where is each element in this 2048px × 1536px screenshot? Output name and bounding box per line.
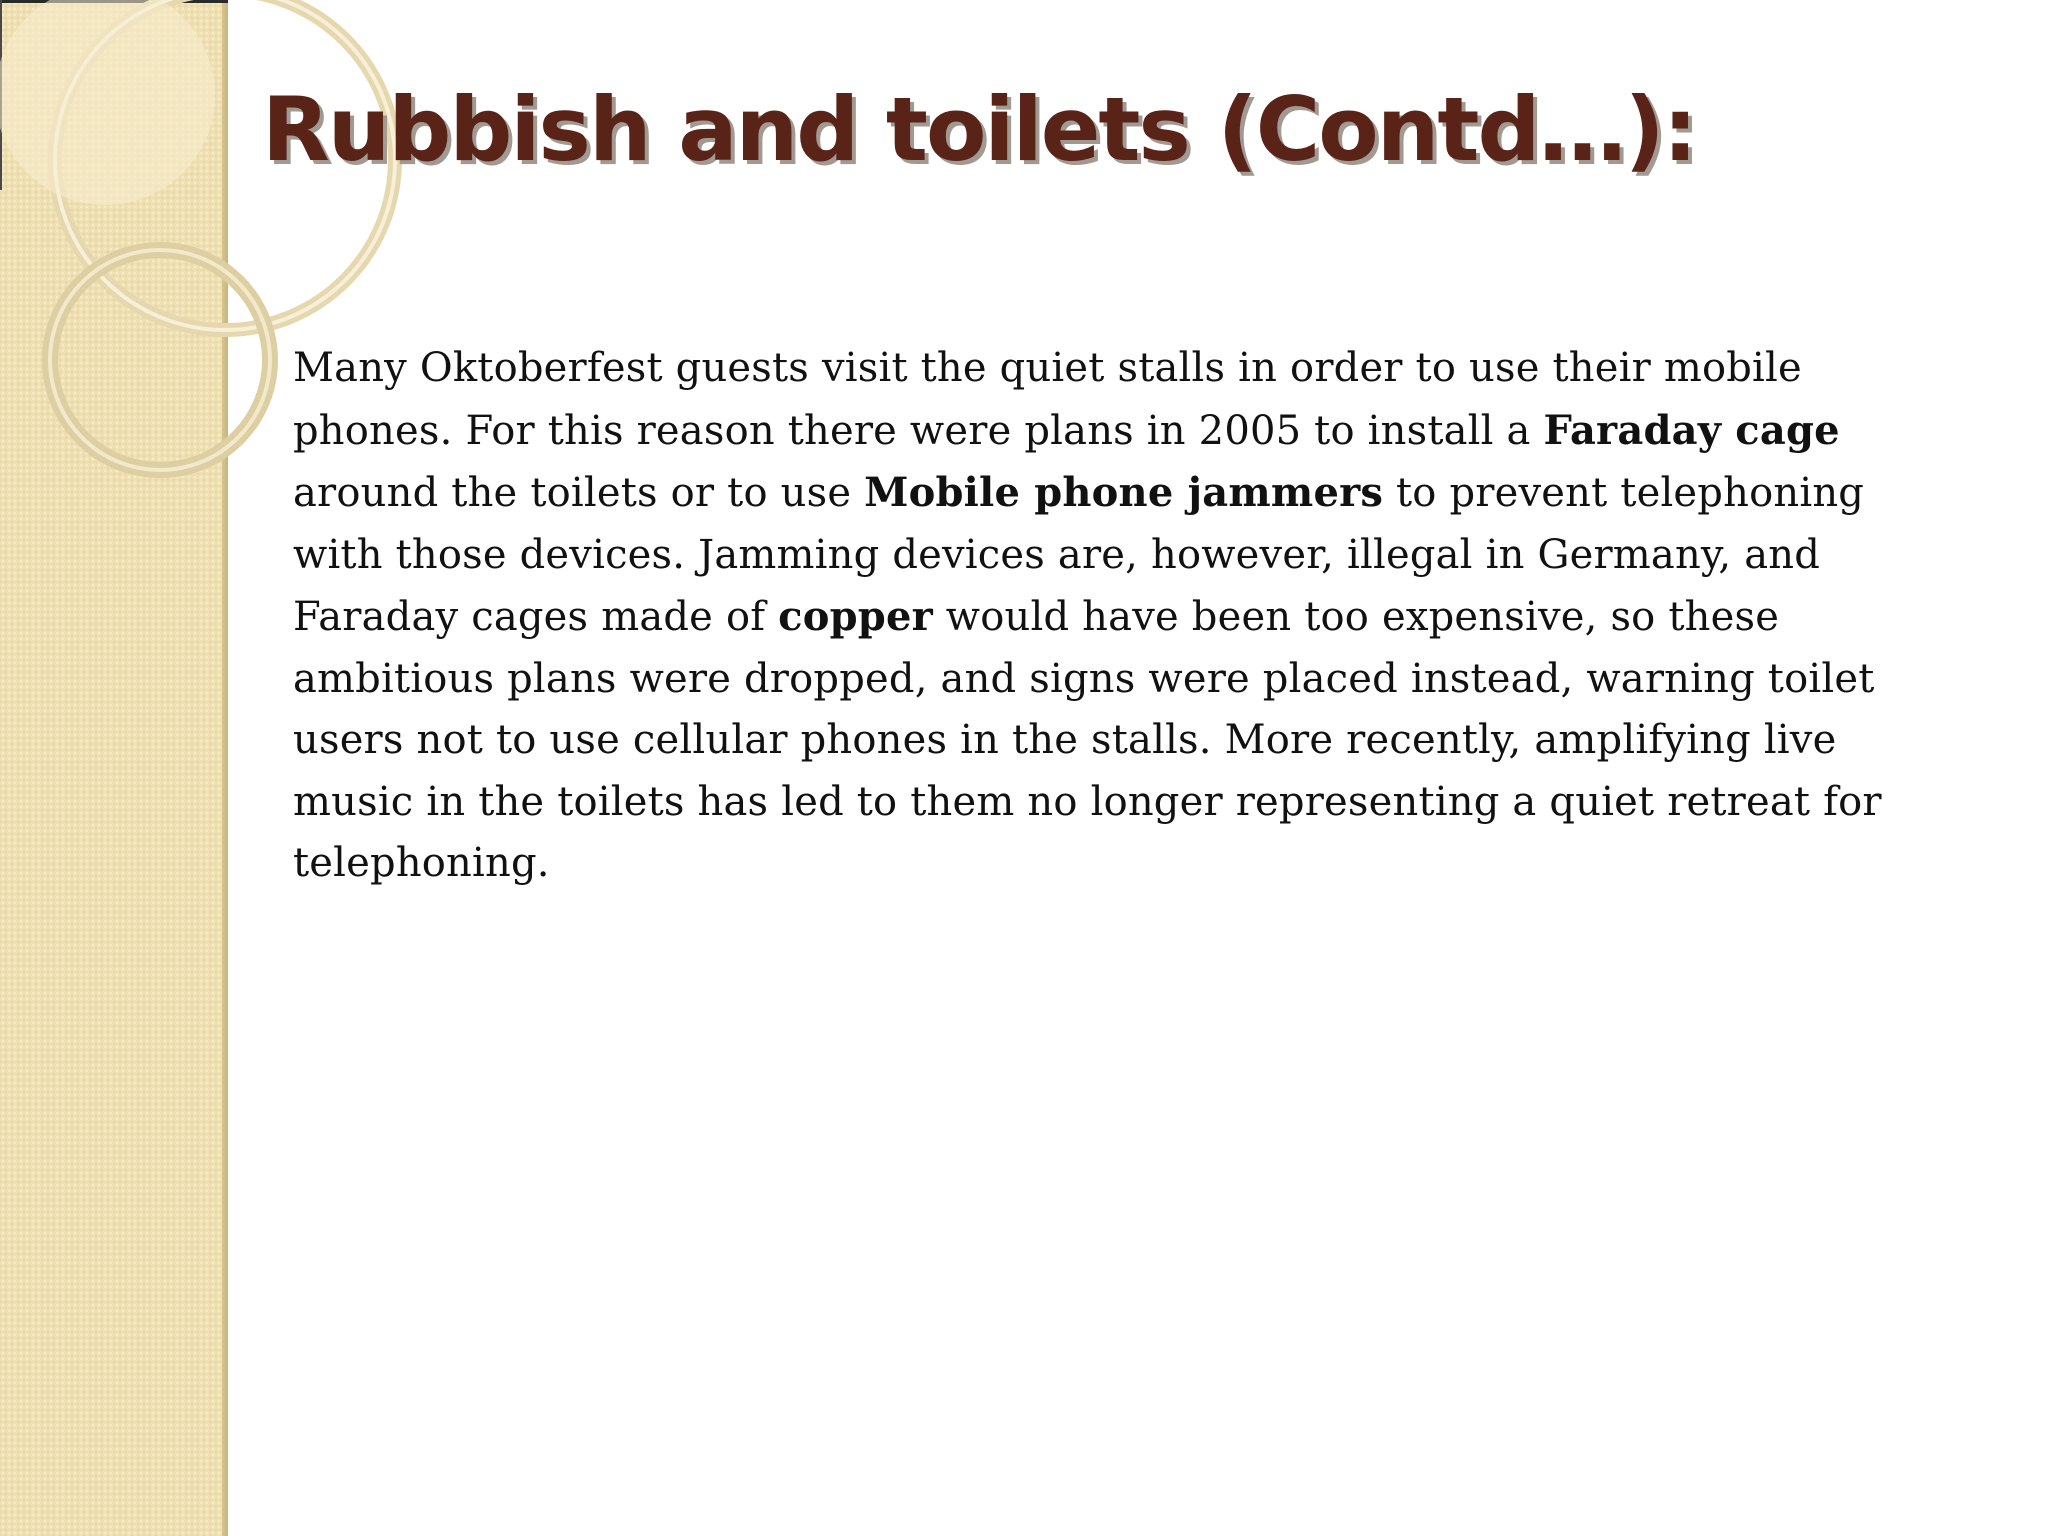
paragraph-text-1: Many Oktoberfest guests visit the quiet stalls in order to use their mobile phones. For this reason there were plans in 2005 to install a xyxy=(293,345,1802,454)
body-paragraph xyxy=(293,338,1893,895)
slide-title: Rubbish and toilets (Contd…): xyxy=(262,78,1696,181)
paragraph-text-2: around the toilets or to use xyxy=(293,470,865,516)
bold-term-copper: copper xyxy=(778,593,933,640)
paragraph-text-3: to prevent telephoning with those devices. Jamming devices are, however, illegal in Germany, and Faraday cages made of xyxy=(293,470,1865,640)
paragraph-text-4: would have been too expensive, so these ambitious plans were dropped, and signs were placed instead, warning toilet users not to use cellular phones in the stalls. More recently, amplifying live music in the toilets has led to them no longer representing a quiet retreat for telephoning. xyxy=(293,594,1882,886)
bold-term-faraday-cage: Faraday cage xyxy=(1543,406,1840,454)
decorative-ring-highlight xyxy=(0,0,215,205)
bold-term-mobile-phone-jammers: Mobile phone jammers xyxy=(864,469,1384,516)
